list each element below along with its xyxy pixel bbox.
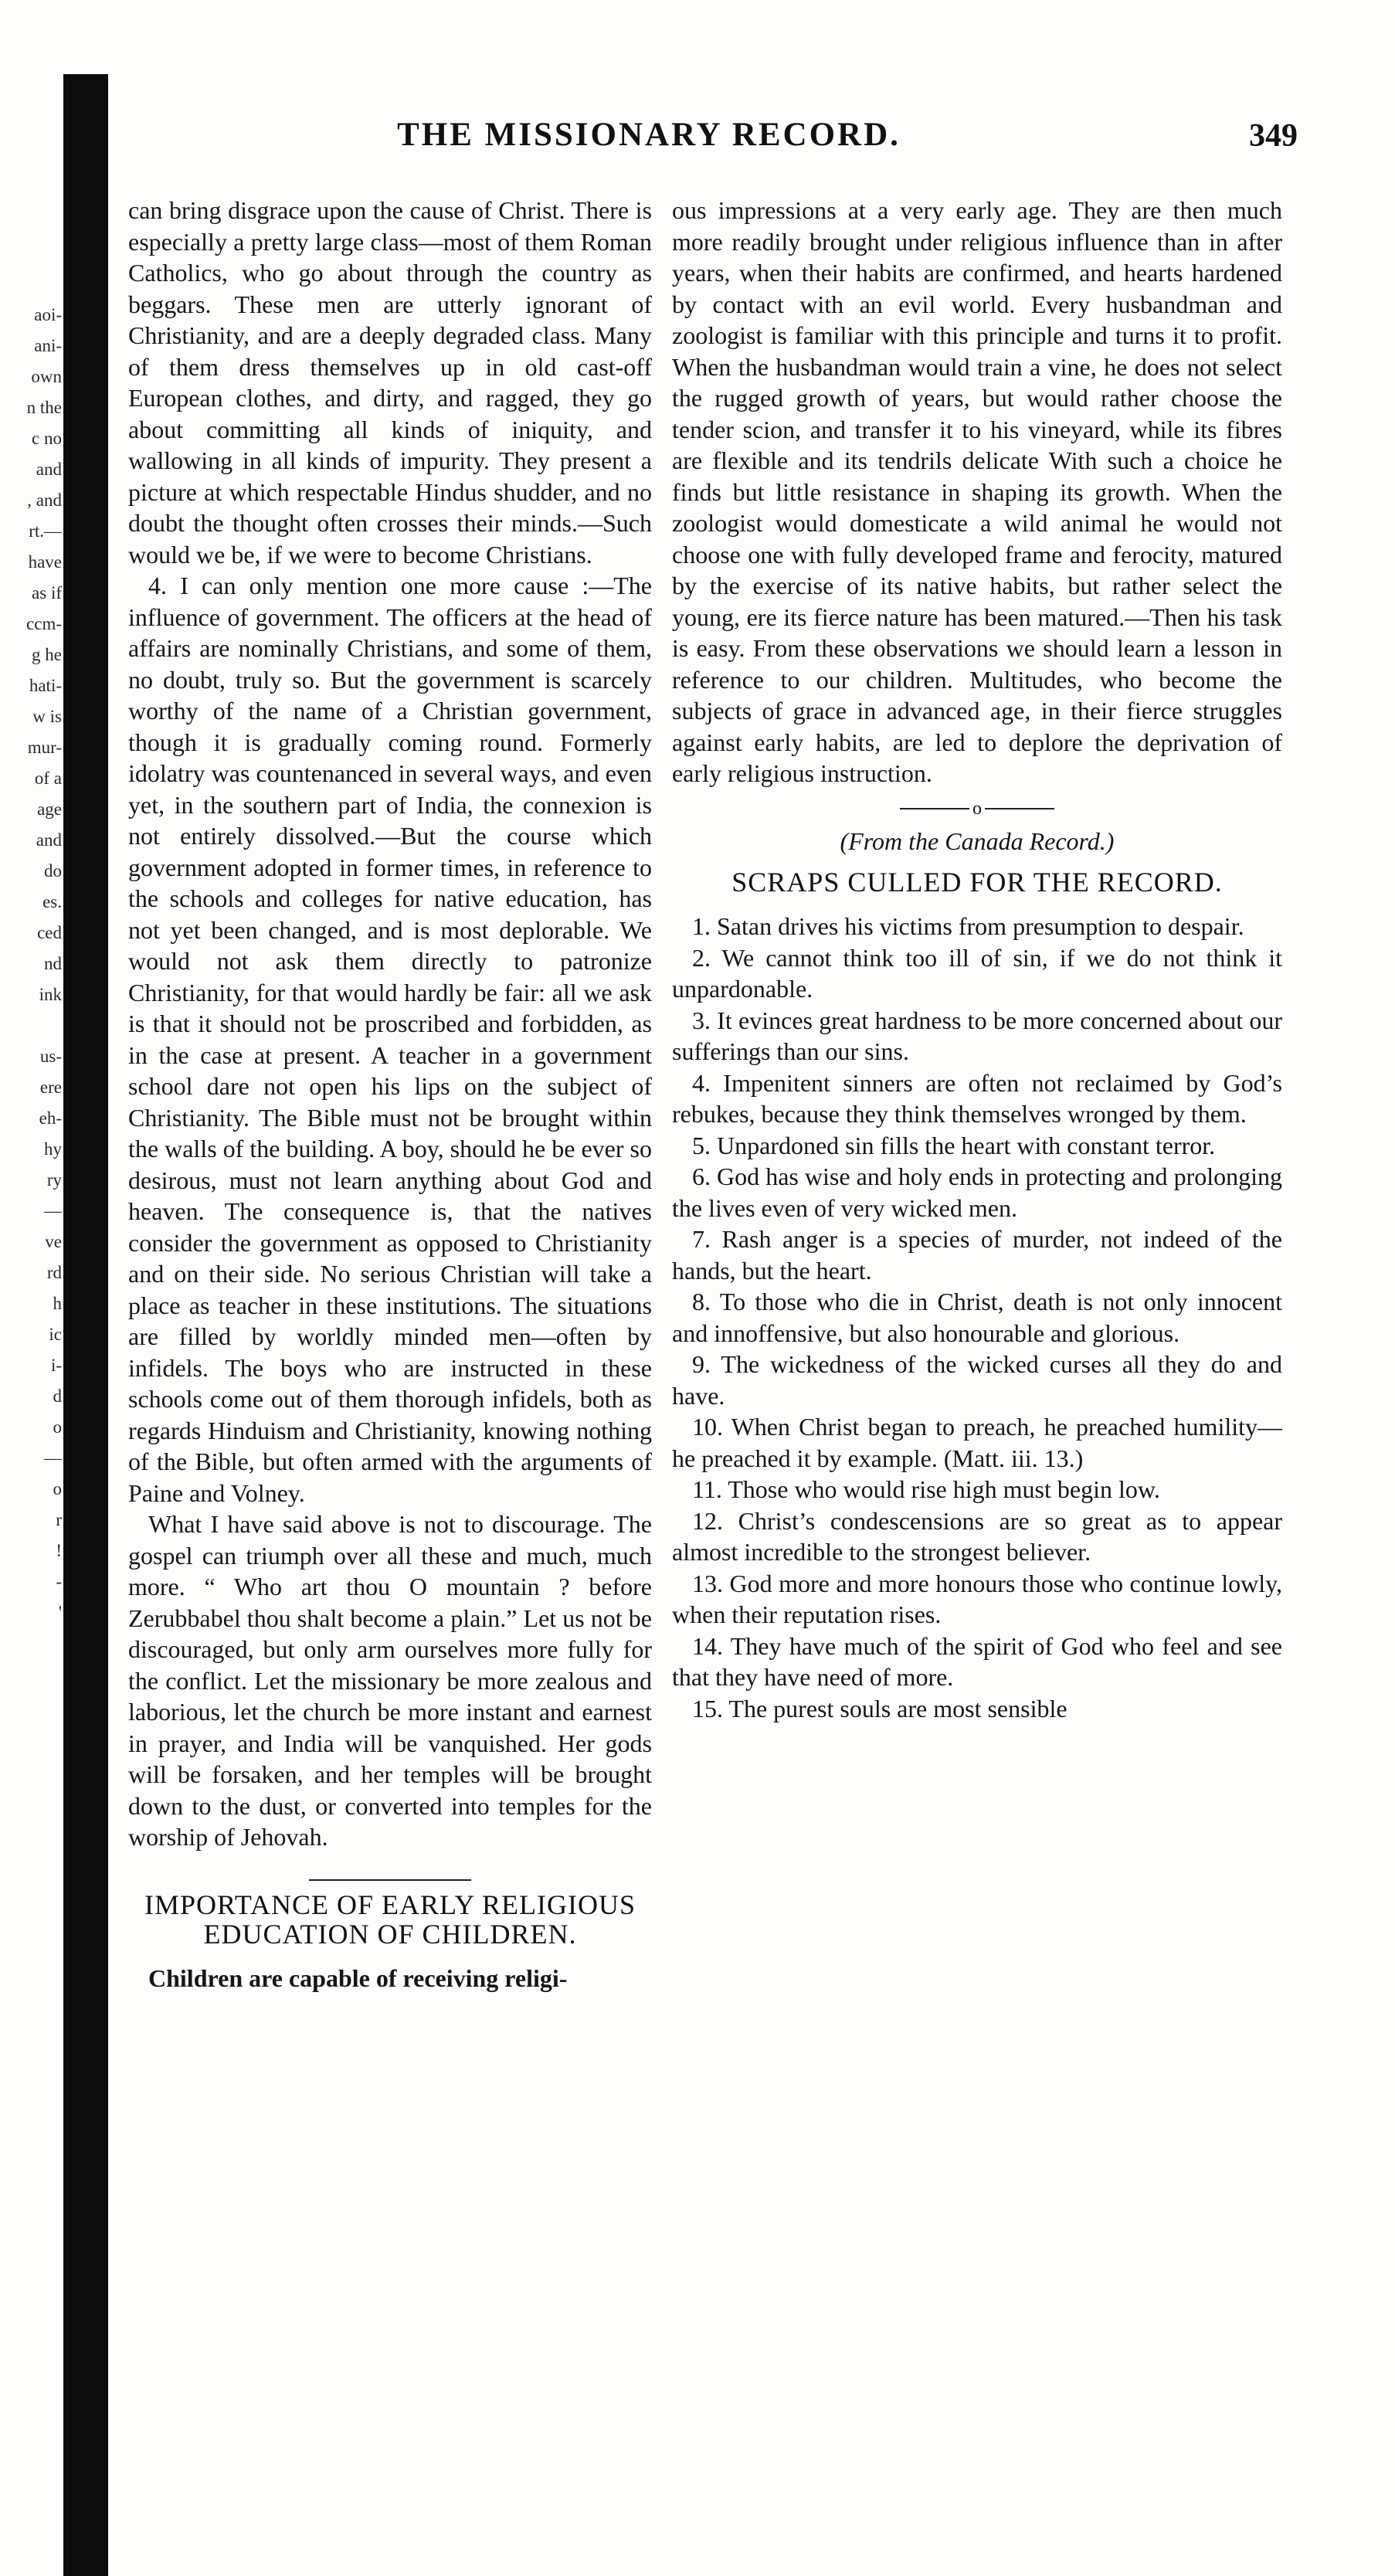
margin-fragment: ere [39,1078,62,1097]
margin-fragment: es. [42,892,62,911]
margin-fragment: and [36,830,62,850]
margin-fragment: ry [46,1170,62,1190]
margin-fragment: own [31,367,62,386]
margin-fragment: , and [27,490,62,510]
margin-fragment: and [36,460,62,479]
margin-fragment: hy [44,1139,62,1159]
binding-gutter [63,74,108,2576]
margin-fragment: o [53,1417,62,1437]
margin-fragment: us- [39,1047,62,1066]
margin-fragment: of a [34,769,62,788]
margin-fragment: hati- [29,676,62,695]
margin-fragment: — [44,1448,62,1468]
paragraph: Children are capable of receiving religi- [148,1963,568,1992]
margin-fragment: ccm- [26,614,62,633]
margin-fragment: age [37,799,62,819]
scrap-item: 2. We cannot think too ill of sin, if we do not think it unpardonable. [672,943,1282,1003]
left-column [128,195,652,1994]
margin-fragment: ' [58,1603,62,1622]
ornament-mark: o [972,799,982,820]
margin-fragment: n the [26,398,62,417]
margin-fragment: g he [32,645,62,664]
margin-fragment: - [56,1572,62,1591]
scrap-item: 11. Those who would rise high must begin low. [692,1475,1160,1504]
page-number: 349 [1249,118,1298,154]
right-column [672,195,1282,1724]
margin-fragment: o [53,1479,62,1498]
margin-fragment: ve [45,1232,62,1251]
margin-fragment: r [56,1510,62,1529]
paragraph: ous impressions at a very early age. They are then much more readily brought under religious influence than in after years, when their habits are confirmed, and hearts hardened by contact with an evil world. Every husbandman and zoologist is familiar with this principle and turns it to profit. When the husbandman would train a vine, he does not select the rugged growth of years, but would rather choose the tender scion, and transfer it to his vineyard, while its fibres are flexible and its tendrils delicate With such a choice he finds but little resistance in shaping its growth. When the zoologist would domesticate a wild animal he would not choose one with fully developed frame and ferocity, matured by the exercise of its native habits, but rather select the young, ere its fierce nature has been matured.—Then his task is easy. From these observations we should learn a lesson in reference to our children. Multitudes, who become the subjects of grace in advanced age, in their fierce struggles against early habits, are led to deplore the deprivation of early religious instruction. [672,196,1282,787]
ornament-divider [672,796,1282,822]
article-heading: SCRAPS CULLED FOR THE RECORD. [731,867,1223,898]
margin-fragment: have [28,552,62,572]
margin-fragment: ced [37,923,62,942]
scrap-item: 13. God more and more honours those who continue lowly, when their reputation rises. [672,1569,1282,1629]
margin-fragment: aoi- [34,305,62,324]
scrap-item: 12. Christ’s condescensions are so great as to appear almost incredible to the strongest believer. [672,1506,1282,1566]
margin-fragment: ! [56,1541,62,1560]
margin-fragment: mur- [27,738,62,757]
margin-fragment: nd [44,954,62,973]
margin-fragment: rd [46,1263,62,1282]
margin-fragment: h [53,1294,62,1313]
margin-fragment: rt.— [29,521,62,541]
section-divider [309,1879,471,1881]
facing-page-margin [0,300,62,1628]
scrap-list [672,911,1282,1724]
scrap-item: 7. Rash anger is a species of murder, not indeed of the hands, but the heart. [672,1225,1282,1285]
margin-fragment: ani- [34,336,62,355]
scrap-item: 6. God has wise and holy ends in protecting and prolonging the lives even of very wicked men. [672,1162,1282,1222]
scrap-item: 5. Unpardoned sin fills the heart with constant terror. [692,1131,1216,1159]
paragraph: What I have said above is not to discourage. The gospel can triumph over all these and much, much more. “ Who art thou O mountain ? before Zerubbabel thou shalt become a plain.” Let us not be discouraged, but only arm ourselves more fully for the conflict. Let the missionary be more zealous and laborious, let the church be more instant and earnest in prayer, and India will be vanquished. Her gods will be forsaken, and her temples will be brought down to the dust, or converted into temples for the worship of Jehovah. [128,1510,652,1851]
scrap-item: 3. It evinces great hardness to be more concerned about our sufferings than our sins. [672,1006,1282,1066]
scrap-item: 14. They have much of the spirit of God who feel and see that they have need of more. [672,1631,1282,1692]
source-credit: (From the Canada Record.) [840,827,1115,856]
scrap-item: 10. When Christ began to preach, he preached humility—he preached it by example. (Matt. iii. 13.) [672,1413,1282,1472]
margin-fragment: eh- [39,1108,62,1128]
article-heading: IMPORTANCE OF EARLY RELIGIOUS EDUCATION OF CHILDREN. [144,1889,636,1950]
scrap-item: 8. To those who die in Christ, death is not only innocent and innoffensive, but also honourable and glorious. [672,1288,1282,1347]
margin-fragment: ic [49,1325,62,1344]
paragraph: 4. I can only mention one more cause :—The influence of government. The officers at the head of affairs are nominally Christians, and some of them, no doubt, truly so. But the government is scarcely worthy of the name of a Christian government, though it is gradually coming round. Formerly idolatry was countenanced in several ways, and even yet, in the southern part of India, the connexion is not entirely dissolved.—But the course which government adopted in former times, in reference to the schools and colleges for native education, has not yet been changed, and is most deplorable. We would not ask them directly to patronize Christianity, for that would hardly be fair: all we ask is that it should not be proscribed and forbidden, as in the case at present. A teacher in a government school dare not open his lips on the subject of Christianity. The Bible must not be brought within the walls of the building. A boy, should he be ever so desirous, must not learn anything about God and heaven. The consequence is, that the natives consider the government as opposed to Christianity and on their side. No serious Christian will take a place as teacher in these institutions. The situations are filled by worldly minded men—often by infidels. The boys who are instructed in these schools come out of them thorough infidels, both as regards Hinduism and Christianity, knowing nothing of the Bible, but often armed with the arguments of Paine and Volney. [128,572,652,1507]
scrap-item: 15. The purest souls are most sensible [692,1694,1067,1722]
running-title: THE MISSIONARY RECORD. [397,117,901,153]
margin-fragment [0,1010,62,1041]
margin-fragment: as if [32,583,62,602]
margin-fragment: ink [39,985,62,1004]
scrap-item: 9. The wickedness of the wicked curses all they do and have. [672,1350,1282,1410]
margin-fragment: — [44,1201,62,1220]
margin-fragment: i- [50,1356,62,1375]
scrap-item: 1. Satan drives his victims from presumption to despair. [692,912,1244,941]
margin-fragment: d [53,1386,62,1406]
paragraph: can bring disgrace upon the cause of Christ. There is especially a pretty large class—most of them Roman Catholics, who go about through the country as beggars. These men are utterly ignorant of Christianity, and are a deeply degraded class. Many of them dress themselves up in old cast-off European clothes, and dirty, and ragged, they go about committing all kinds of iniquity, and wallowing in all kinds of impurity. They present a picture at which respectable Hindus shudder, and no doubt the thought often crosses their minds.—Such would we be, if we were to become Christians. [128,196,652,568]
scrap-item: 4. Impenitent sinners are often not reclaimed by God’s rebukes, because they think themselves wronged by them. [672,1068,1282,1128]
margin-fragment: do [44,861,62,881]
margin-fragment: c no [32,429,62,448]
margin-fragment: w is [32,707,62,726]
